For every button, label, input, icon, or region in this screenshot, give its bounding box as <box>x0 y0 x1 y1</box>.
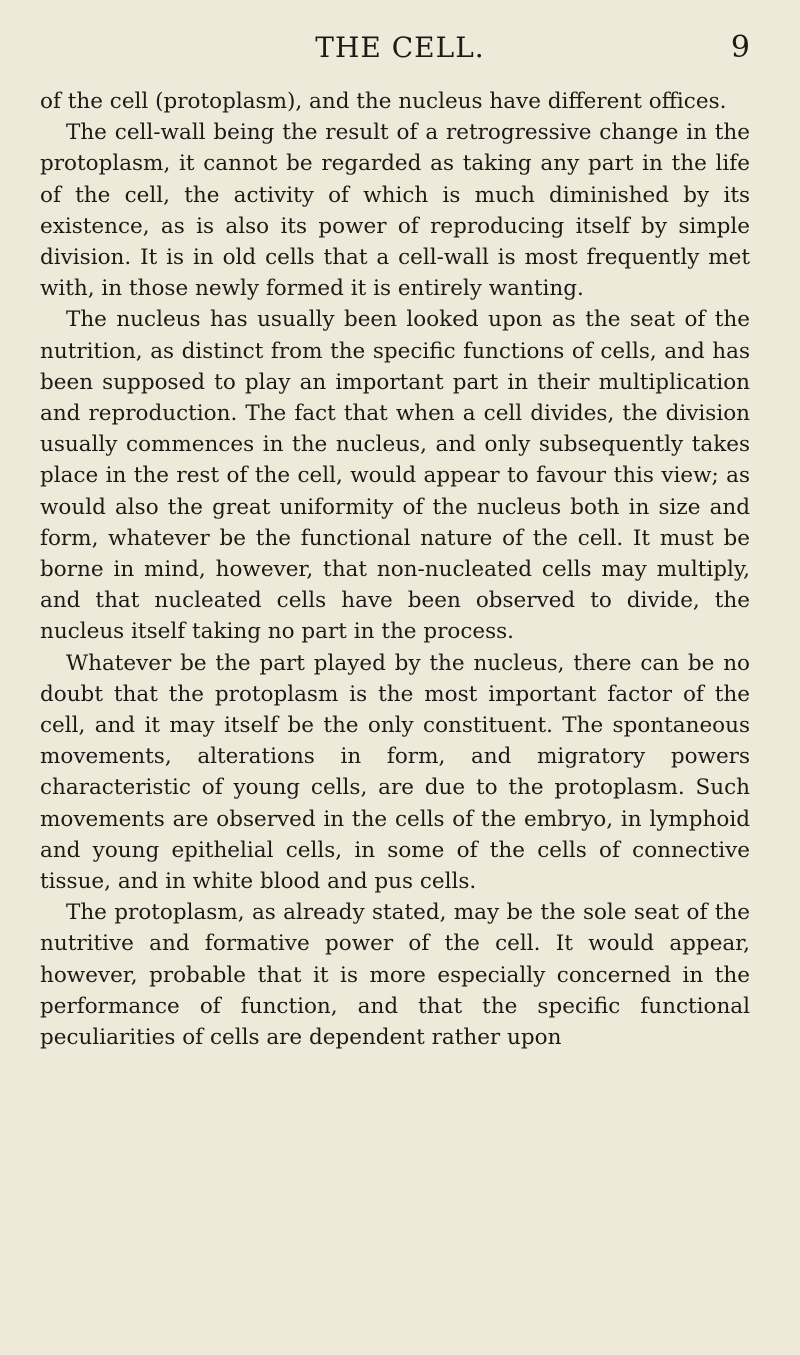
paragraph-protoplasm-function: The protoplasm, as already stated, may be the sole seat of the nutritive and formative power of the cell. It would appear, however, probable that it is more especially concerned in the performance of function, and that the specific functional peculiarities of cells are dependent rather upon <box>40 900 750 1051</box>
paragraph-nucleus: The nucleus has usually been looked upon as the seat of the nutrition, as distinct from the specific functions of cells, and has been supposed to play an important part in their multiplication and reproduction. The fact that when a cell divides, the division usually commences in the nucleus, and only subsequently takes place in the rest of the cell, would appear to favour this view; as would also the great uniformity of the nucleus both in size and form, whatever be the functional nature of the cell. It must be borne in mind, however, that non-nucleated cells may multiply, and that nucleated cells have been observed to divide, the nucleus itself taking no part in the process. <box>40 307 750 645</box>
running-head <box>0 30 800 70</box>
page-number: 9 <box>730 30 750 65</box>
paragraph-continuation: of the cell (protoplasm), and the nucleus have different offices. <box>40 89 727 114</box>
paragraph-cell-wall: The cell-wall being the result of a retrogressive change in the protoplasm, it cannot be regarded as taking any part in the life of the cell, the activity of which is much diminished by its existence, as is also its power of reproducing itself by simple division. It is in old cells that a cell-wall is most frequently met with, in those newly formed it is entirely wanting. <box>40 120 750 302</box>
body-text <box>40 86 750 1053</box>
running-title: THE CELL. <box>315 31 485 64</box>
paragraph-protoplasm-movements: Whatever be the part played by the nucleus, there can be no doubt that the protoplasm is the most important factor of the cell, and it may itself be the only constituent. The spontaneous movements, alterations in form, and migratory powers characteristic of young cells, are due to the protoplasm. Such movements are observed in the cells of the embryo, in lymphoid and young epithelial cells, in some of the cells of connective tissue, and in white blood and pus cells. <box>40 650 750 895</box>
